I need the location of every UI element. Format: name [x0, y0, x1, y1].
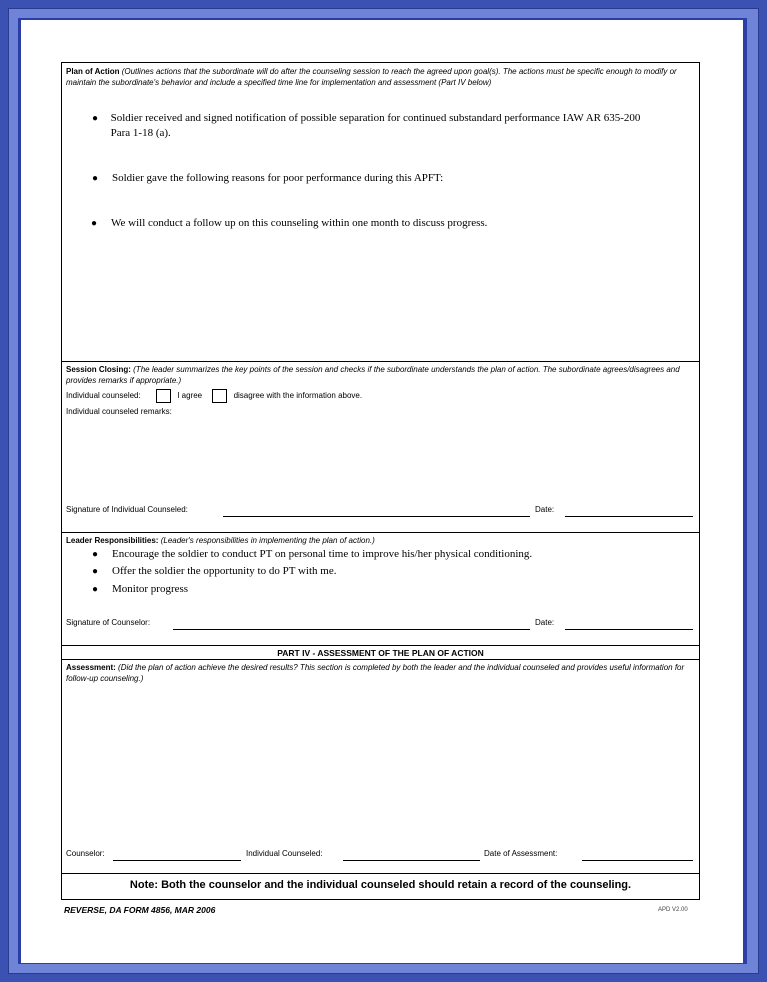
- bullet-icon: ●: [92, 584, 99, 595]
- list-item: [92, 582, 672, 597]
- date-field[interactable]: [565, 516, 693, 517]
- retain-record-note: Note: Both the counselor and the individual counseled should retain a record of the counseling.: [129, 879, 632, 891]
- counselor-field[interactable]: [113, 860, 241, 861]
- bullet-icon: ●: [92, 549, 99, 560]
- plan-item-1: Soldier received and signed notification of possible separation for continued substandard performance IAW AR 635-200 Para 1-18 (a).: [110, 112, 641, 139]
- date-label: Date:: [535, 618, 555, 627]
- signature-individual-field[interactable]: [223, 516, 530, 517]
- disagree-checkbox[interactable]: [212, 389, 227, 403]
- disagree-label: disagree with the information above.: [233, 391, 363, 401]
- signature-individual-label: Signature of Individual Counseled:: [66, 505, 188, 514]
- bullet-icon: ●: [91, 218, 98, 229]
- leader-item-2: Offer the soldier the opportunity to do PT with me.: [112, 565, 337, 577]
- divider: [62, 873, 699, 874]
- plan-of-action-section: [62, 63, 699, 361]
- divider: [62, 645, 699, 646]
- remarks-label: Individual counseled remarks:: [66, 407, 172, 416]
- date-of-assessment-field[interactable]: [582, 860, 693, 861]
- leader-responsibilities-instructions: (Leader's responsibilities in implementing the plan of action.): [160, 536, 375, 545]
- date-label: Date:: [535, 505, 555, 514]
- form-page: [21, 20, 743, 963]
- leader-responsibilities-section: [62, 533, 699, 645]
- bullet-icon: ●: [92, 566, 99, 577]
- signature-counselor-label: Signature of Counselor:: [66, 618, 151, 627]
- part-iv-title: PART IV - ASSESSMENT OF THE PLAN OF ACTION: [277, 648, 484, 658]
- session-closing-label: Session Closing:: [66, 365, 131, 374]
- plan-item-2: Soldier gave the following reasons for poor performance during this APFT:: [112, 172, 444, 184]
- list-item: [91, 216, 661, 231]
- individual-counseled-field[interactable]: [343, 860, 480, 861]
- plan-of-action-label: Plan of Action: [66, 67, 120, 76]
- individual-counseled-label: Individual counseled:: [66, 391, 141, 401]
- assessment-label: Assessment:: [66, 663, 116, 672]
- list-item: [92, 547, 672, 562]
- session-closing-section: [62, 362, 699, 533]
- plan-item-3: We will conduct a follow up on this counseling within one month to discuss progress.: [111, 217, 488, 229]
- date-field[interactable]: [565, 629, 693, 630]
- agree-label: I agree: [177, 391, 203, 401]
- form-box: [61, 62, 700, 900]
- list-item: [92, 171, 662, 186]
- leader-item-1: Encourage the soldier to conduct PT on personal time to improve his/her physical conditioning.: [112, 548, 533, 560]
- list-item: [92, 564, 672, 579]
- date-of-assessment-label: Date of Assessment:: [484, 849, 558, 858]
- form-id: REVERSE, DA FORM 4856, MAR 2006: [64, 905, 216, 915]
- assessment-instructions: (Did the plan of action achieve the desired results? This section is completed by both the leader and the individual counseled and provides useful information for follow-up counseling.): [66, 663, 685, 683]
- list-item: [92, 111, 662, 141]
- agree-checkbox[interactable]: [156, 389, 171, 403]
- bullet-icon: ●: [92, 173, 99, 184]
- form-version: APD V2.00: [658, 907, 688, 913]
- bullet-icon: ●: [92, 113, 99, 124]
- session-closing-instructions: (The leader summarizes the key points of the session and checks if the subordinate understands the plan of action. The subordinate agrees/disagrees and provides remarks if appropriate.): [66, 365, 680, 385]
- assessment-section: [62, 660, 699, 871]
- individual-counseled-assessment-label: Individual Counseled:: [246, 849, 323, 858]
- signature-counselor-field[interactable]: [173, 629, 530, 630]
- leader-responsibilities-label: Leader Responsibilities:: [66, 536, 159, 545]
- plan-of-action-instructions: (Outlines actions that the subordinate will do after the counseling session to reach the agreed upon goal(s). The actions must be specific enough to modify or maintain the subordinate's behavior and include a specified time line for implementation and assessment (Part IV below): [66, 67, 677, 87]
- leader-item-3: Monitor progress: [112, 583, 189, 595]
- counselor-label: Counselor:: [66, 849, 105, 858]
